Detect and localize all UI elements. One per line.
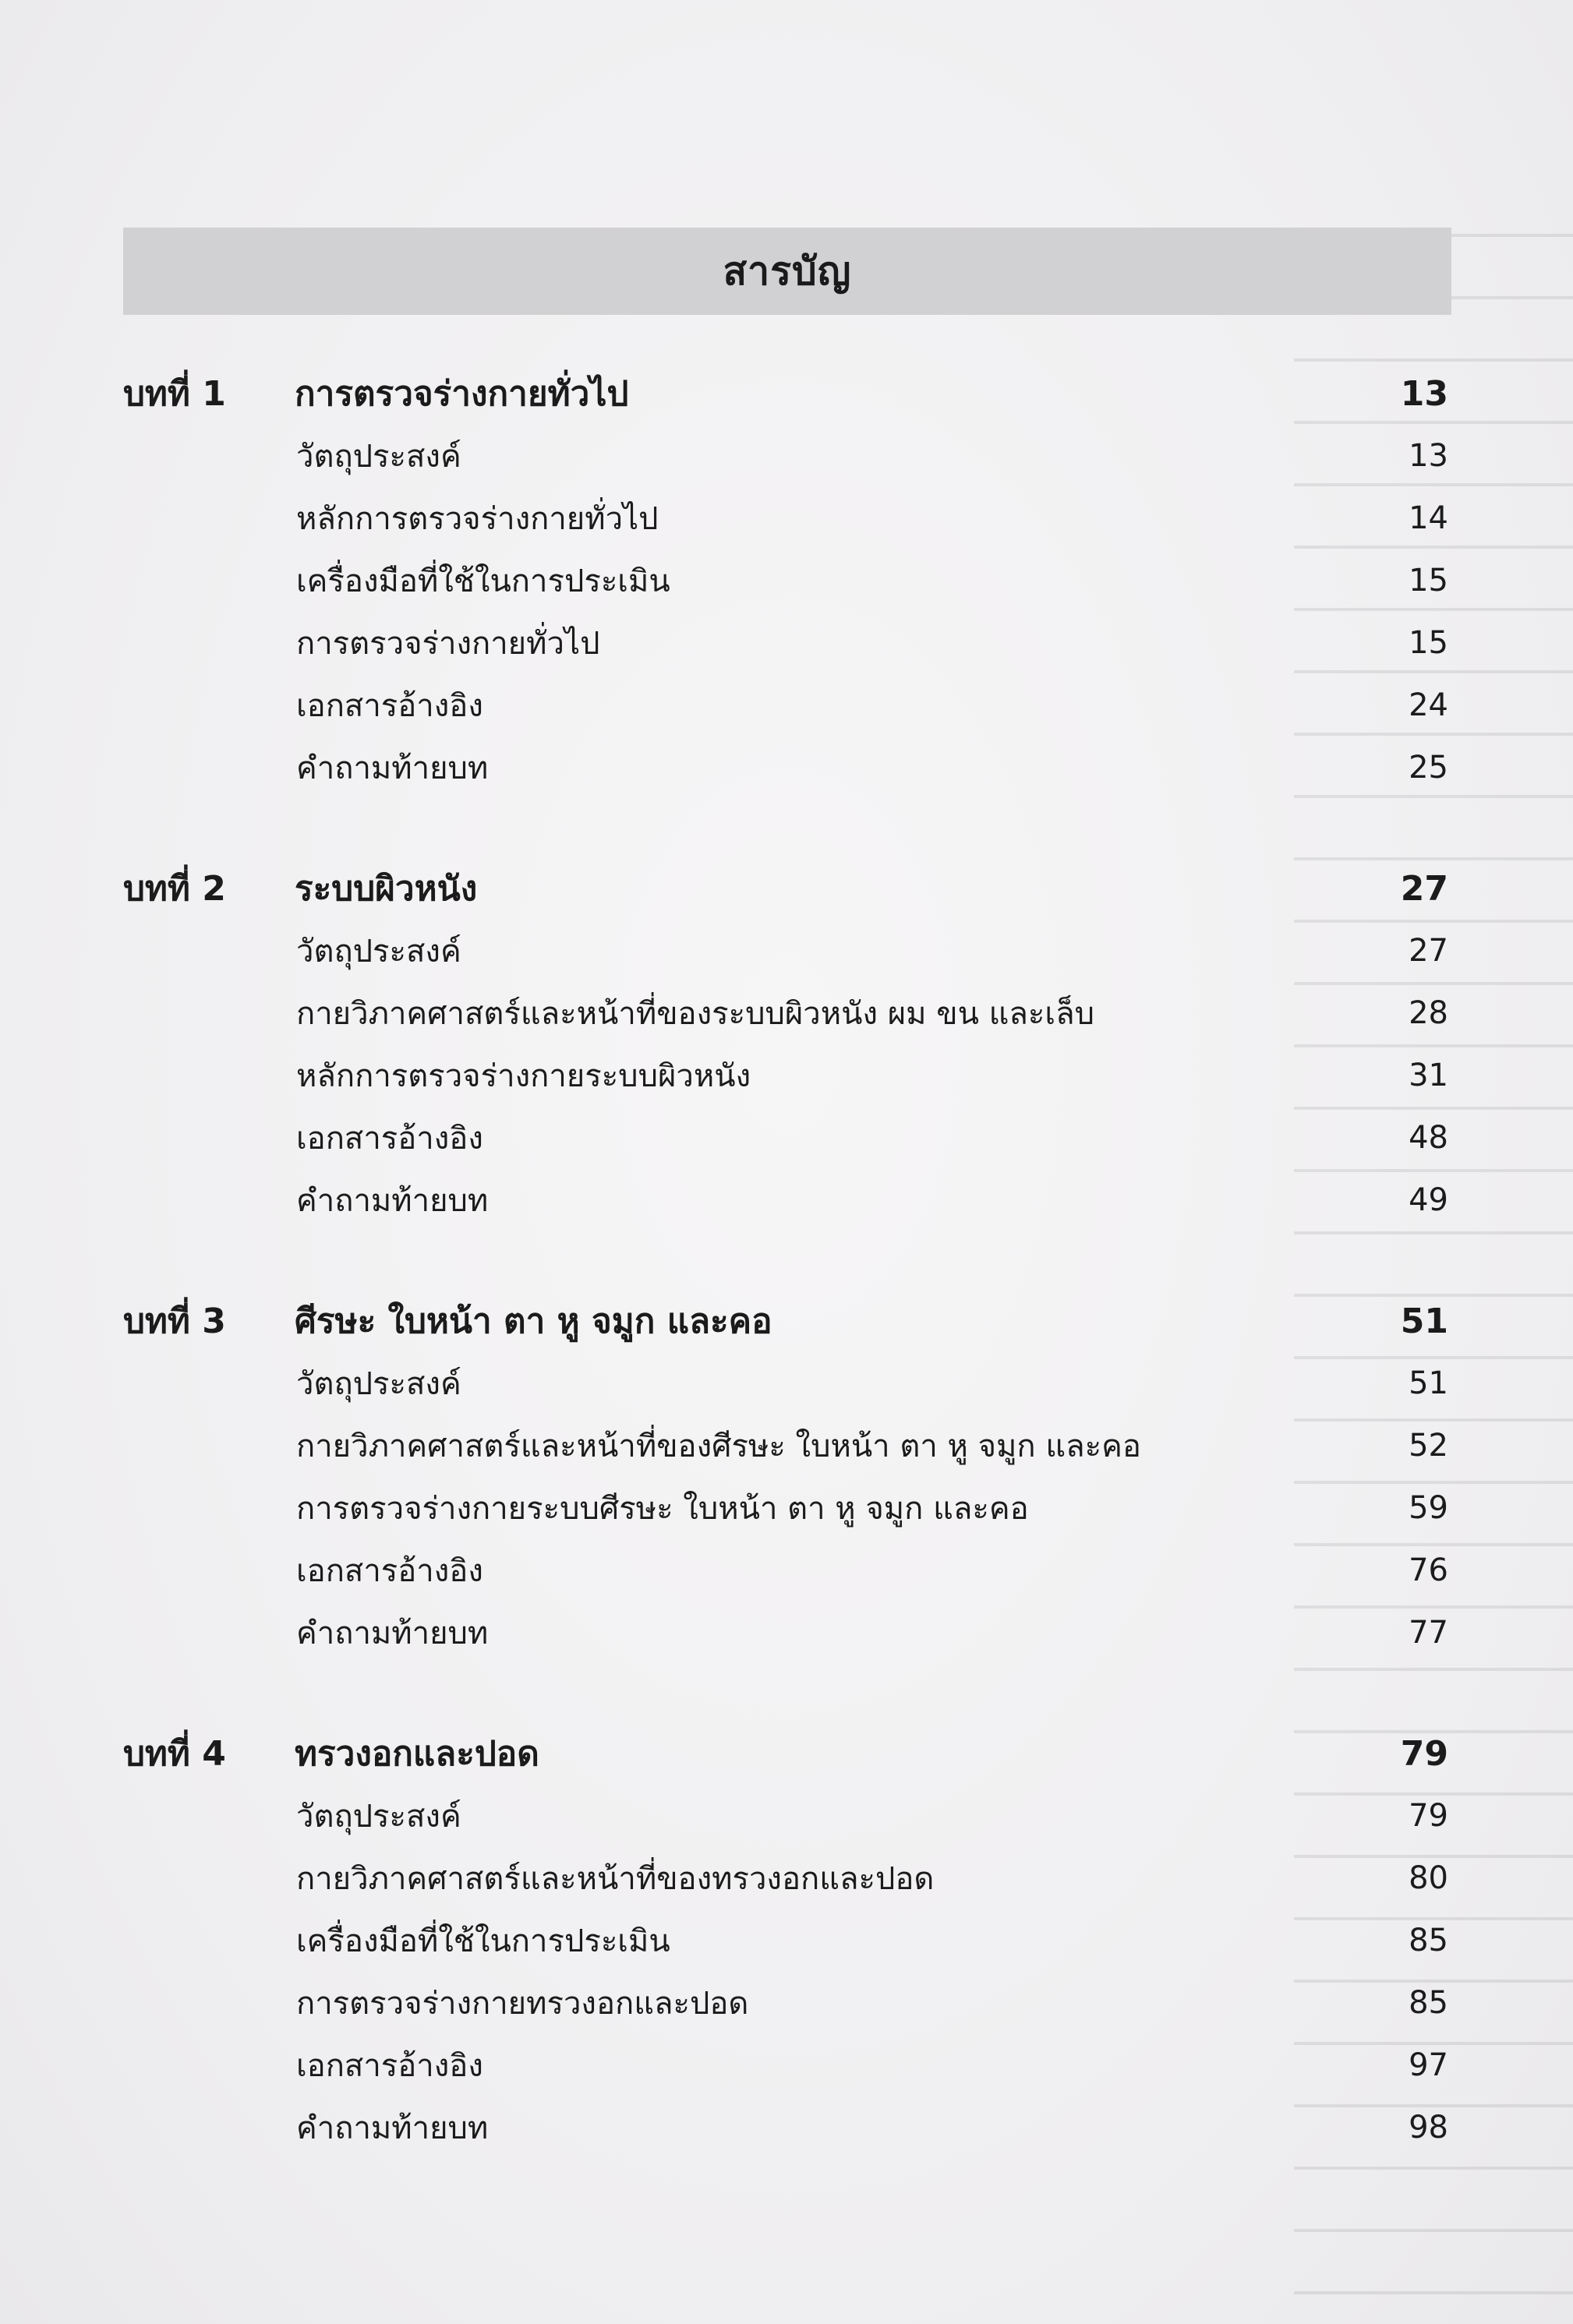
section-title: กายวิภาคศาสตร์และหน้าที่ของศีรษะ ใบหน้า ตา หู จมูก และคอ [296, 1429, 1141, 1464]
section-row[interactable] [123, 1539, 1448, 1602]
chapter-page: 13 [1400, 373, 1448, 414]
section-row[interactable] [123, 1972, 1448, 2034]
section-row[interactable] [123, 1909, 1448, 1972]
chapter-number: บทที่ 2 [123, 869, 226, 909]
section-page: 48 [1409, 1120, 1448, 1156]
section-page: 79 [1409, 1798, 1448, 1834]
chapter-heading-row[interactable] [123, 857, 1448, 920]
section-row[interactable] [123, 920, 1448, 982]
section-title: เครื่องมือที่ใช้ในการประเมิน [296, 1923, 670, 1959]
section-page: 85 [1409, 1923, 1448, 1958]
chapter-2 [123, 857, 1448, 1231]
section-row[interactable] [123, 487, 1448, 549]
section-row[interactable] [123, 1477, 1448, 1539]
toc-title-bar [123, 228, 1451, 315]
section-row[interactable] [123, 549, 1448, 612]
section-page: 49 [1409, 1182, 1448, 1218]
section-title: หลักการตรวจร่างกายระบบผิวหนัง [296, 1058, 751, 1094]
chapter-number: บทที่ 1 [123, 374, 226, 414]
section-title: วัตถุประสงค์ [296, 439, 461, 475]
section-row[interactable] [123, 2096, 1448, 2159]
chapter-heading-row[interactable] [123, 1290, 1448, 1352]
section-row[interactable] [123, 1107, 1448, 1169]
section-page: 59 [1409, 1490, 1448, 1526]
section-page: 77 [1409, 1615, 1448, 1651]
section-row[interactable] [123, 1352, 1448, 1415]
section-page: 98 [1409, 2110, 1448, 2146]
section-row[interactable] [123, 1847, 1448, 1909]
section-title: คำถามท้ายบท [296, 751, 489, 786]
section-page: 25 [1409, 750, 1448, 786]
chapter-1 [123, 362, 1448, 799]
chapter-page: 27 [1400, 868, 1448, 909]
section-page: 52 [1409, 1428, 1448, 1464]
section-title: การตรวจร่างกายทั่วไป [296, 626, 600, 662]
section-row[interactable] [123, 2034, 1448, 2096]
section-page: 97 [1409, 2047, 1448, 2083]
section-title: เอกสารอ้างอิง [296, 2048, 483, 2084]
section-title: คำถามท้ายบท [296, 1616, 489, 1651]
section-row[interactable] [123, 674, 1448, 736]
chapter-number: บทที่ 4 [123, 1734, 226, 1774]
section-page: 14 [1409, 500, 1448, 536]
section-row[interactable] [123, 1044, 1448, 1107]
section-title: เอกสารอ้างอิง [296, 1553, 483, 1589]
section-title: เครื่องมือที่ใช้ในการประเมิน [296, 563, 670, 599]
section-row[interactable] [123, 1169, 1448, 1231]
chapter-title: ศีรษะ ใบหน้า ตา หู จมูก และคอ [295, 1302, 772, 1341]
section-page: 51 [1409, 1365, 1448, 1401]
section-page: 15 [1409, 563, 1448, 599]
chapter-title: ทรวงอกและปอด [295, 1734, 539, 1774]
section-title: วัตถุประสงค์ [296, 1799, 461, 1835]
section-title: การตรวจร่างกายทรวงอกและปอด [296, 1986, 749, 2022]
section-title: กายวิภาคศาสตร์และหน้าที่ของทรวงอกและปอด [296, 1861, 935, 1897]
section-row[interactable] [123, 1602, 1448, 1664]
section-row[interactable] [123, 982, 1448, 1044]
section-title: การตรวจร่างกายระบบศีรษะ ใบหน้า ตา หู จมูก และคอ [296, 1491, 1029, 1527]
chapter-3 [123, 1290, 1448, 1664]
section-title: เอกสารอ้างอิง [296, 1121, 483, 1157]
section-title: วัตถุประสงค์ [296, 1366, 461, 1402]
section-page: 28 [1409, 995, 1448, 1031]
section-row[interactable] [123, 1415, 1448, 1477]
chapter-heading-row[interactable] [123, 362, 1448, 425]
chapter-page: 79 [1400, 1733, 1448, 1774]
section-title: คำถามท้ายบท [296, 2110, 489, 2146]
chapter-4 [123, 1722, 1448, 2159]
section-title: กายวิภาคศาสตร์และหน้าที่ของระบบผิวหนัง ผม ขน และเล็บ [296, 996, 1094, 1032]
section-page: 13 [1409, 438, 1448, 474]
chapter-title: ระบบผิวหนัง [295, 869, 478, 909]
section-page: 76 [1409, 1552, 1448, 1588]
chapter-page: 51 [1400, 1301, 1448, 1341]
section-title: วัตถุประสงค์ [296, 934, 461, 970]
section-page: 24 [1409, 687, 1448, 723]
section-page: 15 [1409, 625, 1448, 661]
section-page: 85 [1409, 1985, 1448, 2021]
section-row[interactable] [123, 1785, 1448, 1847]
section-page: 31 [1409, 1058, 1448, 1093]
chapter-number: บทที่ 3 [123, 1302, 226, 1341]
section-page: 27 [1409, 933, 1448, 969]
section-page: 80 [1409, 1860, 1448, 1896]
section-title: เอกสารอ้างอิง [296, 688, 483, 724]
section-row[interactable] [123, 736, 1448, 799]
chapter-heading-row[interactable] [123, 1722, 1448, 1785]
chapter-title: การตรวจร่างกายทั่วไป [295, 374, 629, 414]
section-row[interactable] [123, 612, 1448, 674]
toc-title: สารบัญ [723, 248, 852, 294]
section-title: คำถามท้ายบท [296, 1183, 489, 1219]
section-row[interactable] [123, 425, 1448, 487]
section-title: หลักการตรวจร่างกายทั่วไป [296, 501, 659, 537]
